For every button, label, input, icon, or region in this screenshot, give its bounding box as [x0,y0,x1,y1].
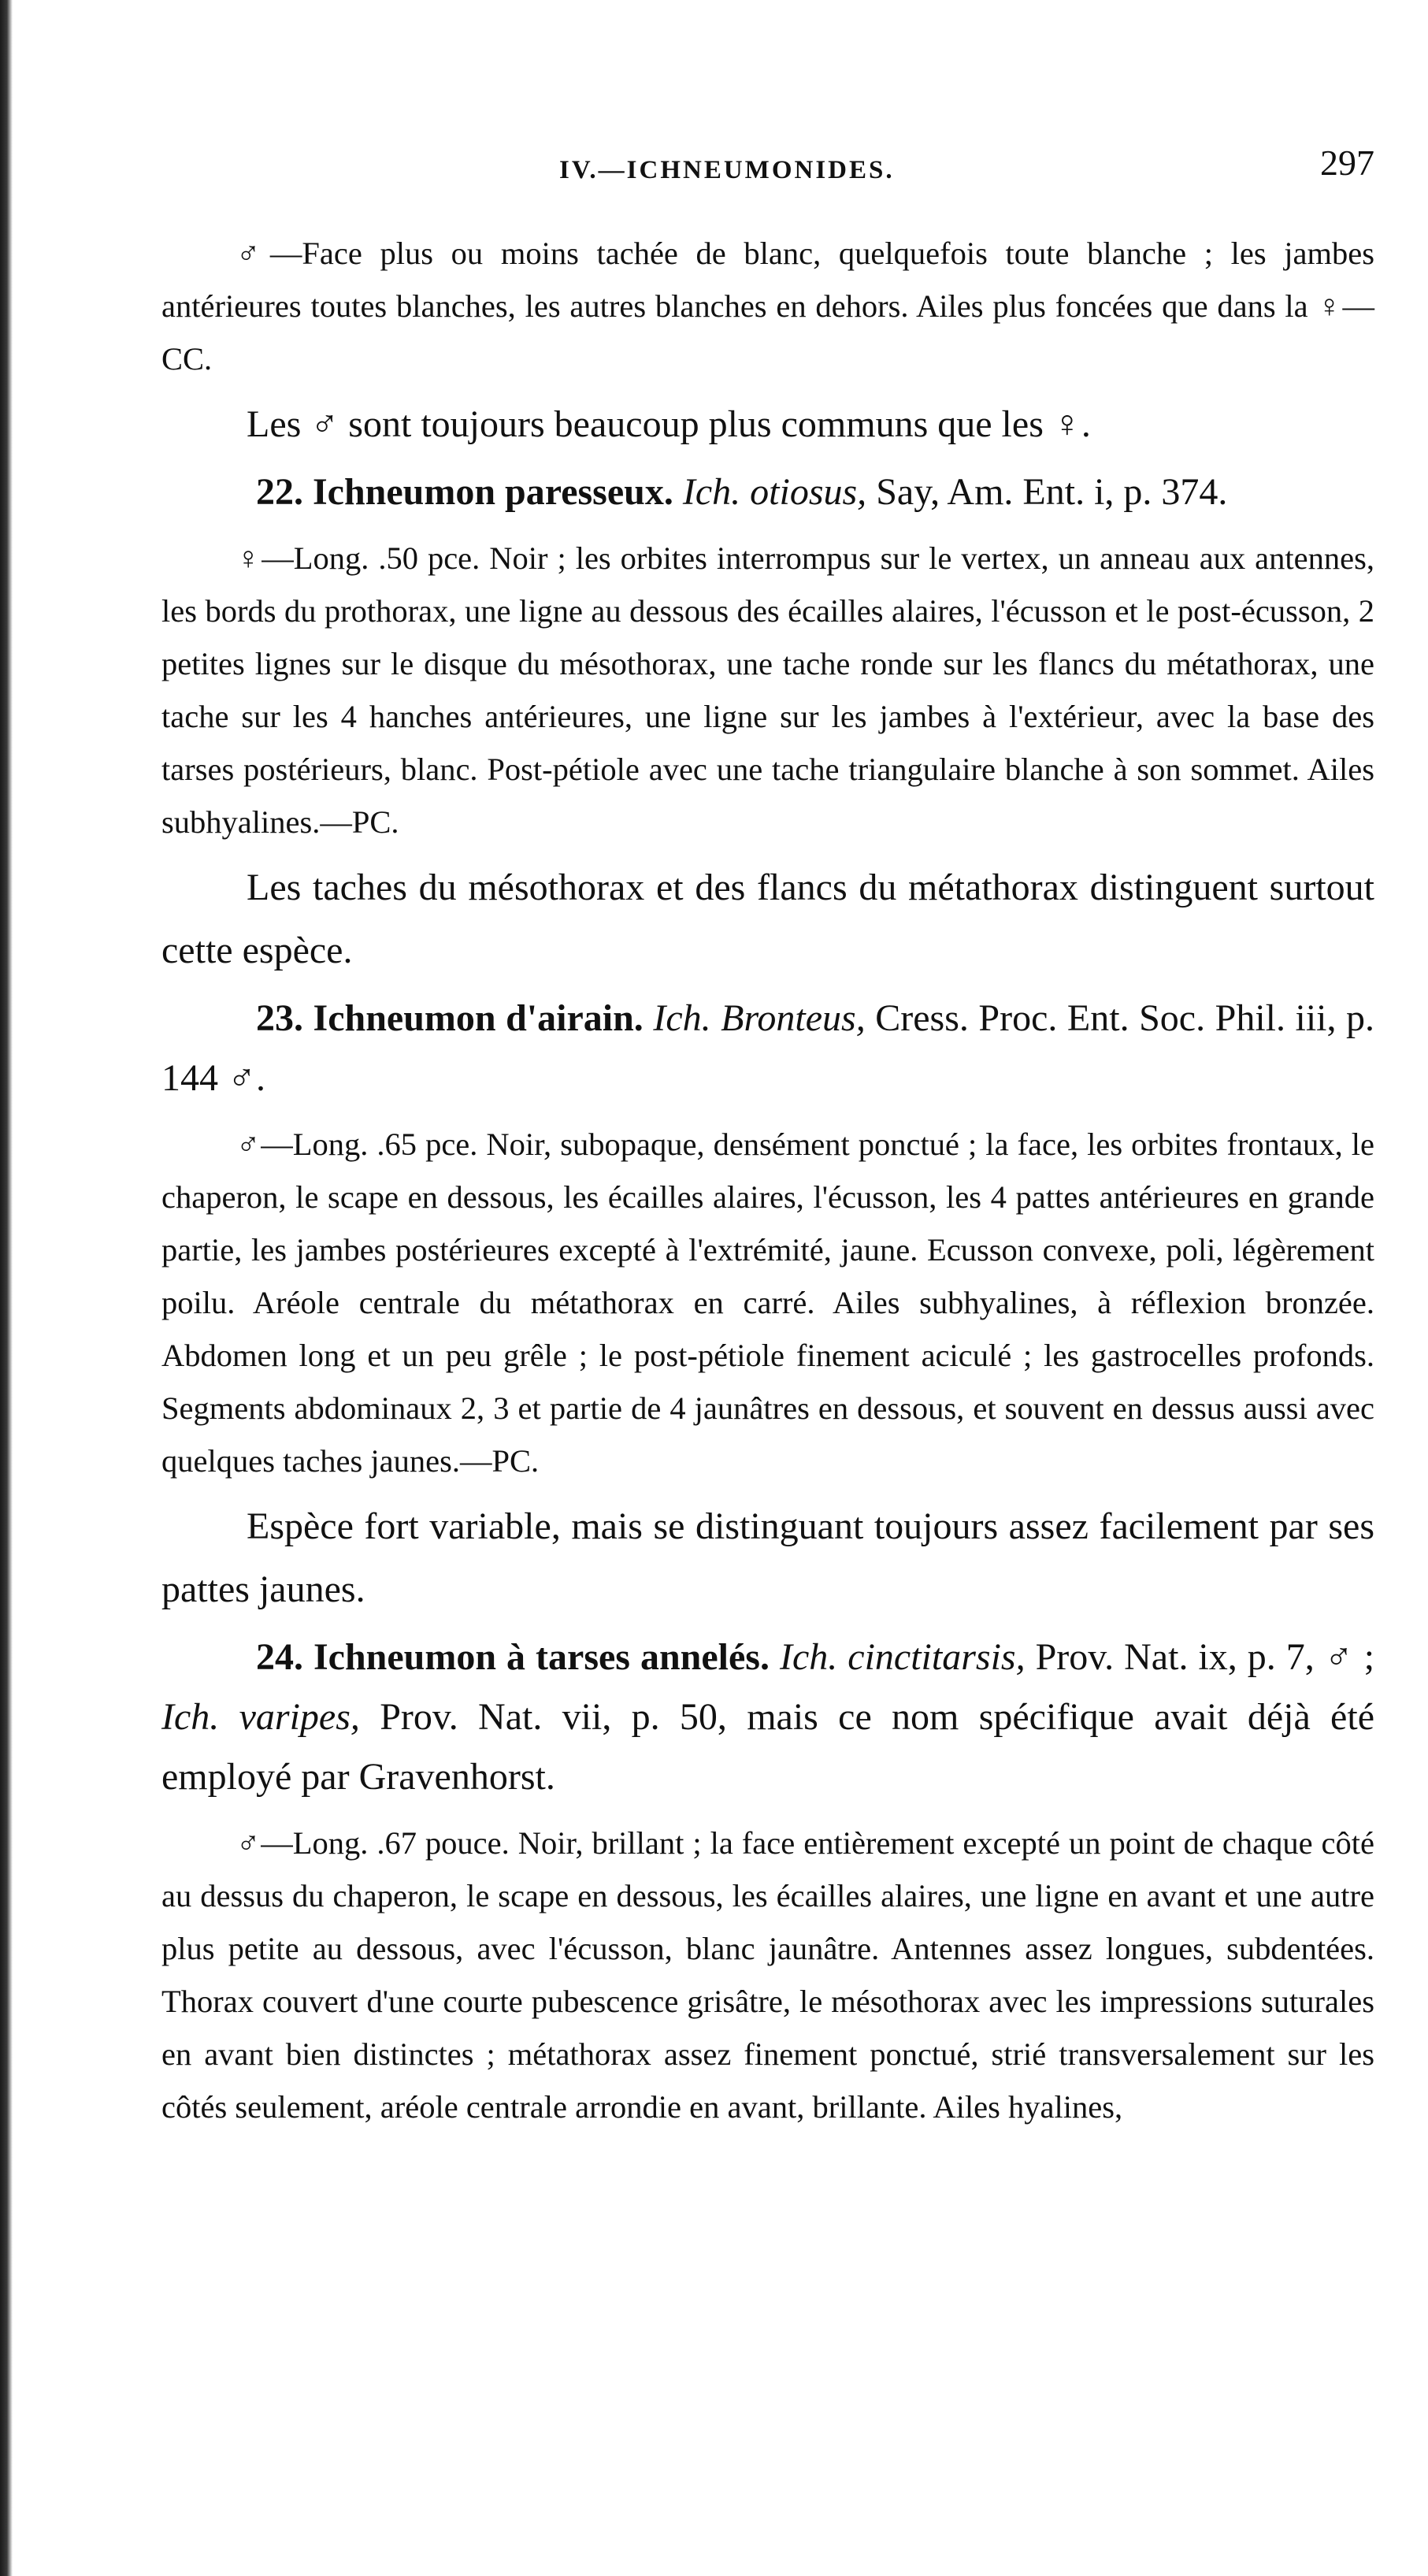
species-reference: Prov. Nat. ix, p. 7, ♂ ; [1035,1636,1375,1678]
remark-paragraph: Les taches du mésothorax et des flancs du métathorax distinguent surtout cette espèce. [161,867,1374,971]
species-common-name: Ichneumon d'airain. [313,997,644,1039]
scan-binding-edge [0,0,13,2576]
species-common-name: Ichneumon paresseux. [313,471,673,513]
book-page [161,142,1374,2141]
species-synonym-name: Ich. varipes, [161,1696,360,1738]
entry-number: 23. [256,997,303,1039]
species-entry-24 [161,1628,1374,1807]
male-description-paragraph: ♂—Long. .67 pouce. Noir, brillant ; la face entièrement excepté un point de chaque côté au dessus du chaperon, le scape en dessous, les écailles alaires, une ligne en avant et une autre plus petite au dessous, avec l'écusson, blanc jaunâtre. Antennes assez longues, subdentées. Thorax couvert d'une courte pubescence grisâtre, le mésothorax avec les impressions suturales en avant bien distinctes ; métathorax assez finement ponctué, strié transversalement sur les côtés seulement, aréole centrale arrondie en avant, brillante. Ailes hyalines, [161,1825,1374,2125]
species-scientific-name: Ich. cinctitarsis, [779,1636,1026,1678]
species-common-name: Ichneumon à tarses annelés. [313,1636,770,1678]
species-reference: Cress. Proc. Ent. Soc. Phil. iii, p. 144 ♂. [161,997,1375,1099]
remark-paragraph: Les ♂ sont toujours beaucoup plus communs que les ♀. [247,403,1091,445]
entry-number: 22. [256,471,303,513]
species-entry-22 [161,462,1374,522]
male-description-paragraph: ♂—Long. .65 pce. Noir, subopaque, densément ponctué ; la face, les orbites frontaux, le chaperon, le scape en dessous, les écailles alaires, l'écusson, les 4 pattes antérieures en grande partie, les jambes postérieures excepté à l'extrémité, jaune. Ecusson convexe, poli, légèrement poilu. Aréole centrale du métathorax en carré. Ailes subhyalines, à réflexion bronzée. Abdomen long et un peu grêle ; le post-pétiole finement aciculé ; les gastrocelles profonds. Segments abdominaux 2, 3 et partie de 4 jaunâtres en dessous, et souvent en dessus aussi avec quelques taches jaunes.—PC. [161,1127,1374,1479]
page-number: 297 [1320,143,1374,183]
species-entry-23 [161,989,1374,1108]
running-title: IV.—ICHNEUMONIDES. [559,156,895,184]
female-description-paragraph: ♀—Long. .50 pce. Noir ; les orbites interrompus sur le vertex, un anneau aux antennes, les bords du prothorax, une ligne au dessous des écailles alaires, l'écusson et le post-écusson, 2 petites lignes sur le disque du mésothorax, une tache ronde sur les flancs du métathorax, une tache sur les 4 hanches antérieures, une ligne sur les jambes à l'extérieur, avec la base des tarses postérieurs, blanc. Post-pétiole avec une tache triangulaire blanche à son sommet. Ailes subhyalines.—PC. [161,540,1374,840]
species-reference: Say, Am. Ent. i, p. 374. [876,471,1228,513]
synonym-reference: Prov. Nat. vii, p. 50, mais ce nom spécifique avait déjà été employé par Gravenhorst. [161,1696,1375,1798]
species-scientific-name: Ich. otiosus, [682,471,867,513]
male-description-paragraph: ♂—Face plus ou moins tachée de blanc, quelquefois toute blanche ; les jambes antérieures toutes blanches, les autres blanches en dehors. Ailes plus foncées que dans la ♀—CC. [161,236,1374,377]
remark-paragraph: Espèce fort variable, mais se distinguant toujours assez facilement par ses pattes jaunes. [161,1505,1374,1610]
species-scientific-name: Ich. Bronteus, [653,997,866,1039]
page-header [161,142,1374,197]
entry-number: 24. [256,1636,303,1678]
